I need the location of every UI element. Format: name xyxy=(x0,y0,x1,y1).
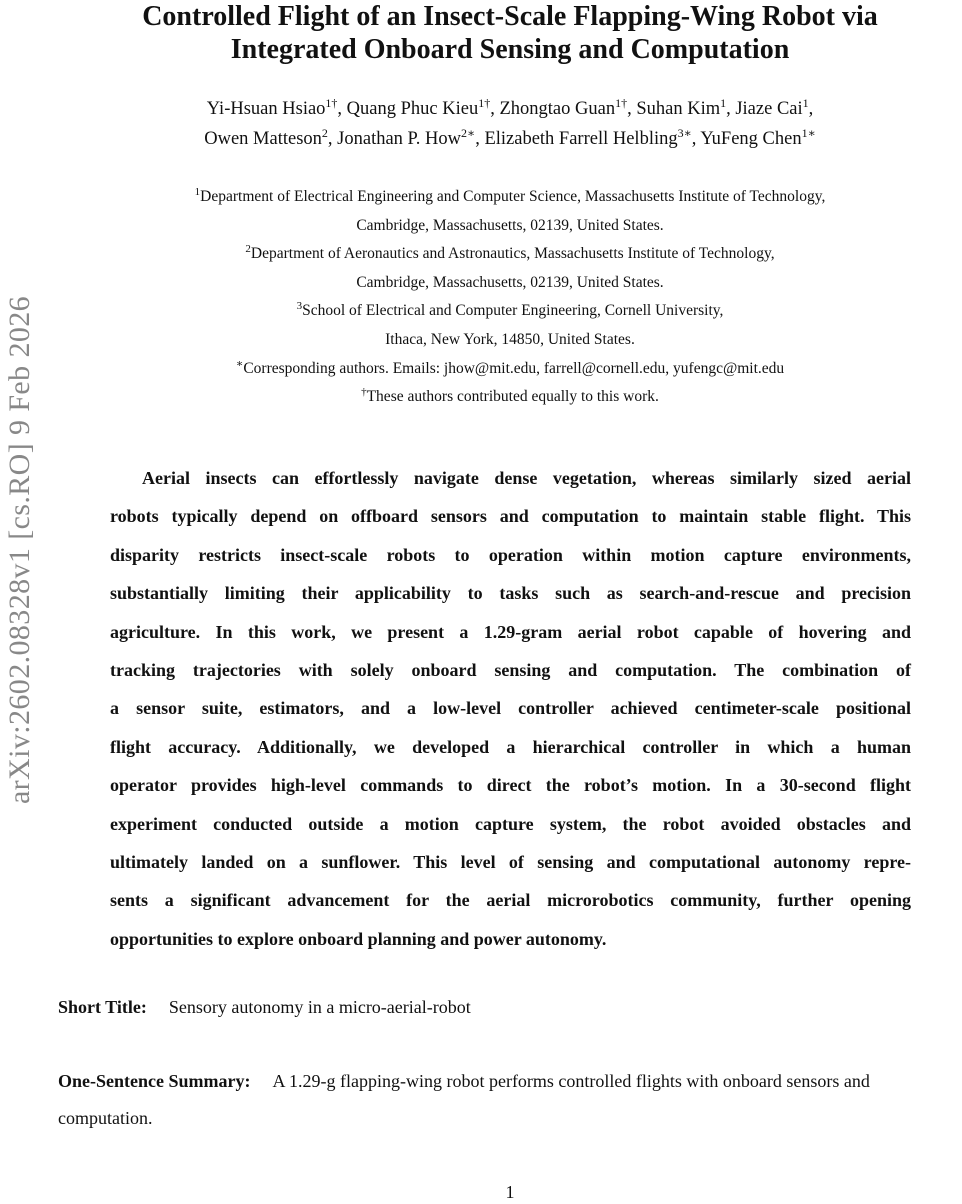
title-line-1: Controlled Flight of an Insect-Scale Flapping-Wing Robot via xyxy=(142,1,878,32)
author: Suhan Kim$^1$ xyxy=(636,96,727,119)
author: Yi-Hsuan Hsiao$^{1\dagger}$ xyxy=(206,96,338,119)
author: Jiaze Cai$^1$ xyxy=(735,96,809,119)
arxiv-side-stamp xyxy=(0,230,40,870)
abstract-line: disparity restricts insect-scale robots to operation within motion capture environments, xyxy=(110,544,911,565)
abstract-line: substantially limiting their applicability to tasks such as search-and-rescue and precision xyxy=(110,583,911,604)
short-title xyxy=(58,993,471,1021)
title-line-2: Integrated Onboard Sensing and Computation xyxy=(230,34,790,65)
author: Quang Phuc Kieu$^{1\dagger}$ xyxy=(346,96,491,119)
author: YuFeng Chen$^{1∗}$ xyxy=(700,126,816,149)
abstract-line: tracking trajectories with solely onboard sensing and computation. The combination of xyxy=(110,660,911,681)
abstract-line: Aerial insects can effortlessly navigate dense vegetation, whereas similarly sized aerial xyxy=(142,468,911,488)
summary-label: One-Sentence Summary: xyxy=(58,1071,251,1091)
author-list: Yi-Hsuan Hsiao$^{1\dagger}$, Quang Phuc Kieu$^{1\dagger}$, Zhongtao Guan$^{1\dagger}$, Suhan Kim$^1$, Jiaze Cai$^1$, Owen Matteson$^2$, Jonathan P. How$^{2∗}$, Elizabeth Farrell Helbling$^{3∗}$, YuFeng Chen$^{1∗}$ xyxy=(204,96,816,149)
one-sentence-summary xyxy=(58,1063,962,1137)
corresponding-authors-note: ∗Corresponding authors. Emails: jhow@mit.edu, farrell@cornell.edu, yufengc@mit.edu xyxy=(235,357,785,377)
author: Zhongtao Guan$^{1\dagger}$ xyxy=(499,96,628,119)
page-number: 1 xyxy=(505,1182,515,1202)
author: Jonathan P. How$^{2∗}$ xyxy=(337,126,476,149)
abstract-line: experiment conducted outside a motion capture system, the robot avoided obstacles and xyxy=(110,813,911,834)
abstract-line: ultimately landed on a sunflower. This level of sensing and computational autonomy repre- xyxy=(110,852,911,873)
abstract-line: a sensor suite, estimators, and a low-level controller achieved centimeter-scale positional xyxy=(110,698,911,719)
abstract-line: sents a significant advancement for the aerial microrobotics community, further opening xyxy=(110,890,911,911)
abstract xyxy=(110,459,911,958)
abstract-line: flight accuracy. Additionally, we developed a hierarchical controller in which a human xyxy=(110,736,911,757)
paper-title xyxy=(60,0,960,66)
short-title-label: Short Title: xyxy=(58,997,147,1017)
author: Owen Matteson$^2$ xyxy=(204,126,328,149)
summary-text: A 1.29-g flapping-wing robot performs controlled flights with onboard sensors and computation. xyxy=(58,1071,870,1128)
equal-contribution-note: †These authors contributed equally to this work. xyxy=(361,386,659,406)
short-title-text: Sensory autonomy in a micro-aerial-robot xyxy=(168,997,471,1017)
arxiv-stamp-text: arXiv:2602.08328v1 [cs.RO] 9 Feb 2026 xyxy=(3,295,36,805)
affiliation-list xyxy=(60,183,960,412)
affiliation: $^2$Department of Aeronautics and Astronautics, Massachusetts Institute of Technology, Cambridge, Massachusetts, 02139, United States. xyxy=(245,243,775,291)
affiliation: $^1$Department of Electrical Engineering and Computer Science, Massachusetts Institute of Technology, Cambridge, Massachusetts, 02139, United States. xyxy=(194,186,826,234)
affiliation: $^3$School of Electrical and Computer Engineering, Cornell University, Ithaca, New York, 14850, United States. xyxy=(296,300,724,348)
abstract-line: agriculture. In this work, we present a 1.29-gram aerial robot capable of hovering and xyxy=(110,621,911,642)
abstract-line: robots typically depend on offboard sensors and computation to maintain stable flight. This xyxy=(110,506,911,527)
abstract-line: operator provides high-level commands to direct the robot’s motion. In a 30-second flight xyxy=(110,775,911,796)
abstract-line: opportunities to explore onboard planning and power autonomy. xyxy=(110,928,607,949)
author: Elizabeth Farrell Helbling$^{3∗}$ xyxy=(484,126,692,149)
